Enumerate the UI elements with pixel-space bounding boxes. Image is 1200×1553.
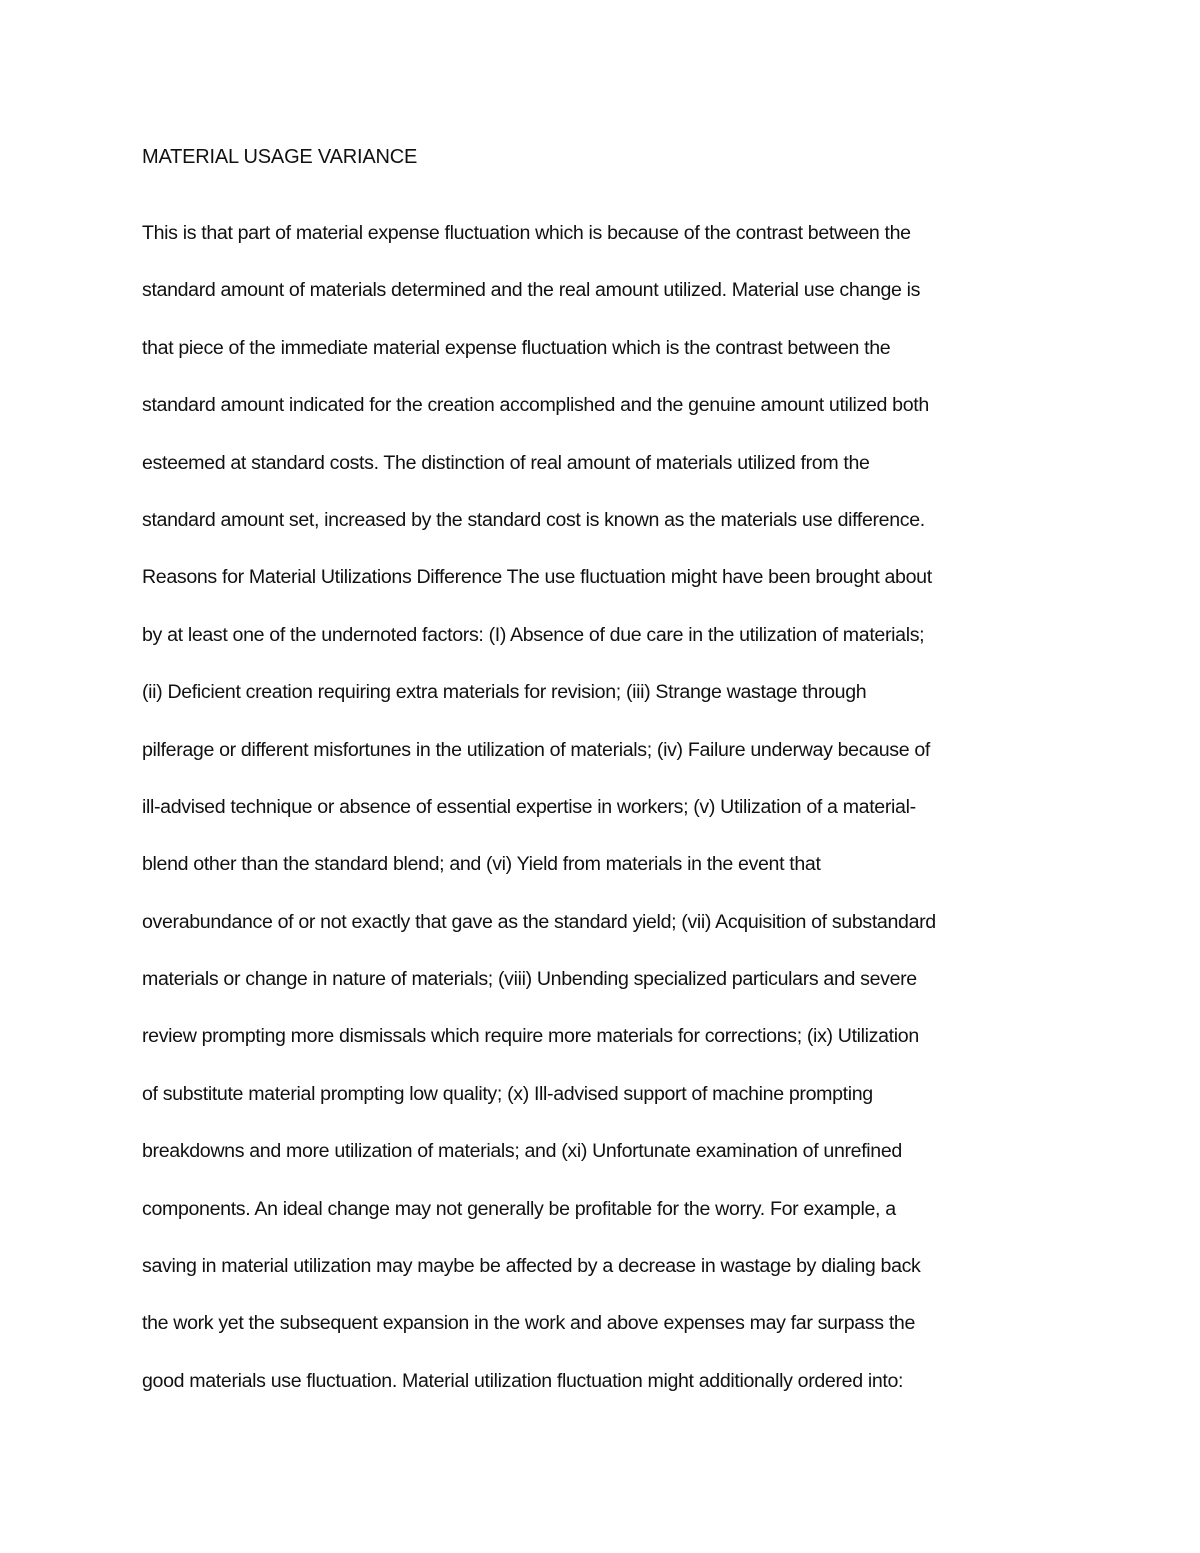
body-line: components. An ideal change may not generally be profitable for the worry. For example, a	[142, 1197, 896, 1220]
body-line: the work yet the subsequent expansion in the work and above expenses may far surpass the	[142, 1312, 916, 1335]
body-line: standard amount of materials determined and the real amount utilized. Material use change is	[142, 279, 921, 302]
body-line: breakdowns and more utilization of materials; and (xi) Unfortunate examination of unrefined	[142, 1140, 902, 1163]
body-line: review prompting more dismissals which require more materials for corrections; (ix) Utilization	[142, 1025, 919, 1048]
body-line: (ii) Deficient creation requiring extra materials for revision; (iii) Strange wastage through	[142, 681, 867, 704]
document-body	[142, 218, 1072, 1423]
body-line: Reasons for Material Utilizations Difference The use fluctuation might have been brought about	[142, 566, 932, 589]
body-line: standard amount indicated for the creation accomplished and the genuine amount utilized both	[142, 394, 929, 417]
body-line: standard amount set, increased by the standard cost is known as the materials use difference.	[142, 508, 925, 531]
body-line: pilferage or different misfortunes in the utilization of materials; (iv) Failure underway because of	[142, 738, 930, 761]
body-line: blend other than the standard blend; and (vi) Yield from materials in the event that	[142, 853, 821, 876]
body-line: saving in material utilization may maybe be affected by a decrease in wastage by dialing back	[142, 1255, 921, 1278]
body-line: that piece of the immediate material expense fluctuation which is the contrast between the	[142, 336, 891, 359]
body-line: esteemed at standard costs. The distinction of real amount of materials utilized from the	[142, 451, 870, 474]
document-title: MATERIAL USAGE VARIANCE	[142, 146, 418, 168]
body-line: by at least one of the undernoted factors: (I) Absence of due care in the utilization of materials;	[142, 623, 925, 646]
body-line: overabundance of or not exactly that gave as the standard yield; (vii) Acquisition of substandard	[142, 910, 936, 933]
body-line: This is that part of material expense fluctuation which is because of the contrast between the	[142, 222, 911, 244]
body-line: of substitute material prompting low quality; (x) Ill-advised support of machine prompting	[142, 1082, 873, 1105]
body-line: materials or change in nature of materials; (viii) Unbending specialized particulars and severe	[142, 968, 917, 991]
body-line: good materials use fluctuation. Material utilization fluctuation might additionally ordered into:	[142, 1369, 904, 1392]
body-line: ill-advised technique or absence of essential expertise in workers; (v) Utilization of a material-	[142, 795, 916, 818]
